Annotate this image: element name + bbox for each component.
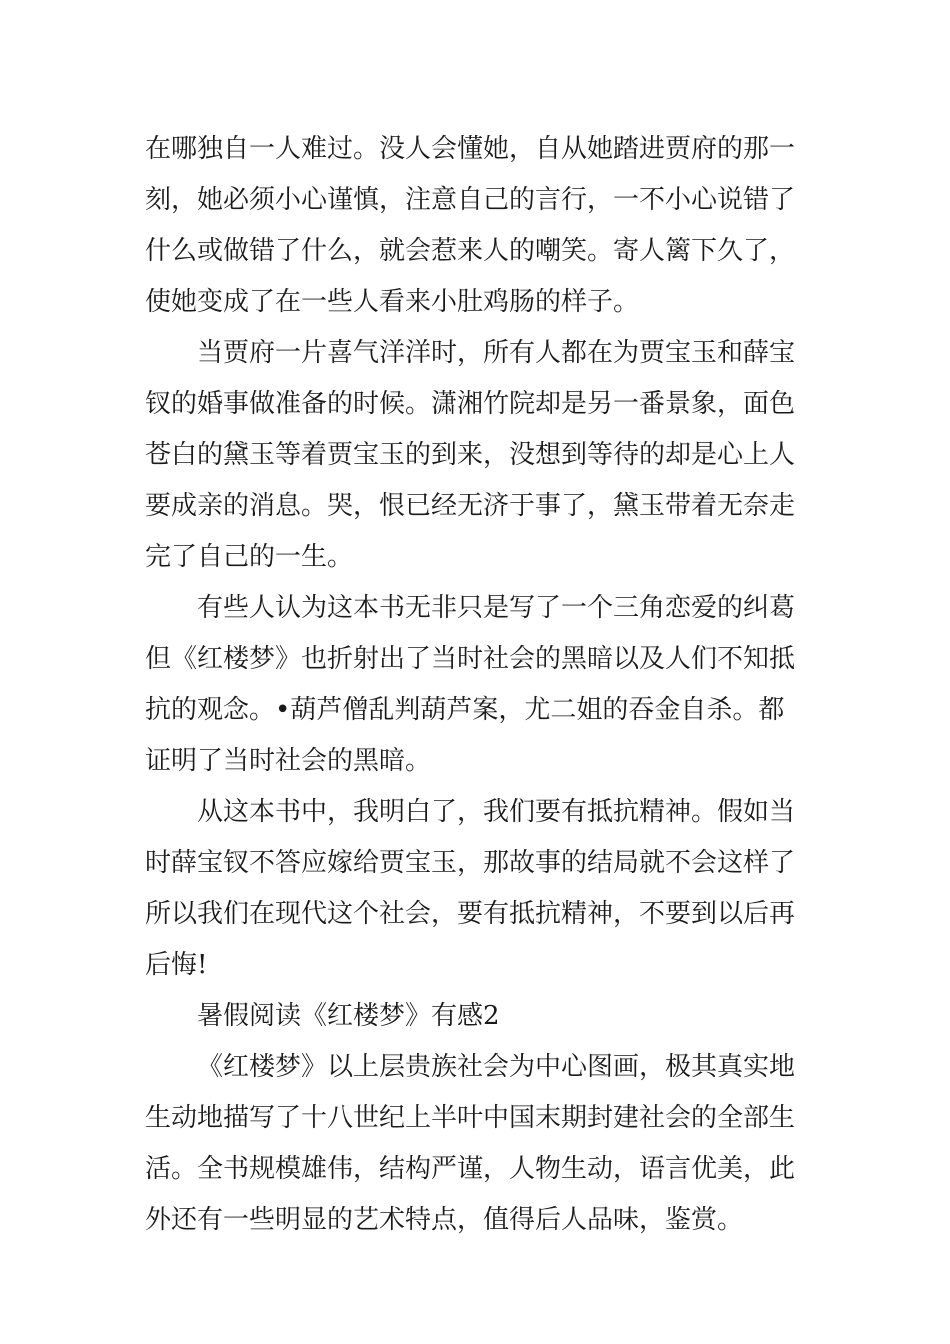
text-line: 苍白的黛玉等着贾宝玉的到来，没想到等待的却是心上人 bbox=[145, 440, 796, 470]
text-line: 所以我们在现代这个社会，要有抵抗精神，不要到以后再 bbox=[145, 899, 796, 929]
section-heading: 暑假阅读《红楼梦》有感2 bbox=[197, 1001, 500, 1031]
text-line: 但《红楼梦》也折射出了当时社会的黑暗以及人们不知抵 bbox=[145, 644, 796, 674]
text-line: 要成亲的消息。哭，恨已经无济于事了，黛玉带着无奈走 bbox=[145, 491, 796, 521]
text-line: 钗的婚事做准备的时候。潇湘竹院却是另一番景象，面色 bbox=[145, 389, 796, 419]
body-text bbox=[145, 124, 810, 1246]
text-line: 外还有一些明显的艺术特点，值得后人品味，鉴赏。 bbox=[145, 1205, 744, 1235]
text-line: 完了自己的一生。 bbox=[145, 542, 354, 572]
text-line: 生动地描写了十八世纪上半叶中国末期封建社会的全部生 bbox=[145, 1103, 796, 1133]
text-line: 使她变成了在一些人看来小肚鸡肠的样子。 bbox=[145, 287, 640, 317]
text-line: 在哪独自一人难过。没人会懂她，自从她踏进贾府的那一 bbox=[145, 134, 796, 164]
paragraph-start-line: 《红楼梦》以上层贵族社会为中心图画，极其真实地 bbox=[197, 1052, 796, 1082]
text-line: 后悔! bbox=[145, 950, 208, 980]
paragraph-start-line: 当贾府一片喜气洋洋时，所有人都在为贾宝玉和薛宝 bbox=[197, 338, 796, 368]
text-line: 证明了当时社会的黑暗。 bbox=[145, 746, 432, 776]
paragraph-start-line: 有些人认为这本书无非只是写了一个三角恋爱的纠葛 bbox=[197, 593, 796, 623]
text-line: 抗的观念。•葫芦僧乱判葫芦案，尤二姐的吞金自杀。都 bbox=[145, 695, 785, 725]
text-line: 时薛宝钗不答应嫁给贾宝玉，那故事的结局就不会这样了 bbox=[145, 848, 796, 878]
text-line: 什么或做错了什么，就会惹来人的嘲笑。寄人篱下久了， bbox=[145, 236, 796, 266]
paragraph-start-line: 从这本书中，我明白了，我们要有抵抗精神。假如当 bbox=[197, 797, 796, 827]
text-line: 刻，她必须小心谨慎，注意自己的言行，一不小心说错了 bbox=[145, 185, 796, 215]
text-line: 活。全书规模雄伟，结构严谨，人物生动，语言优美，此 bbox=[145, 1154, 796, 1184]
